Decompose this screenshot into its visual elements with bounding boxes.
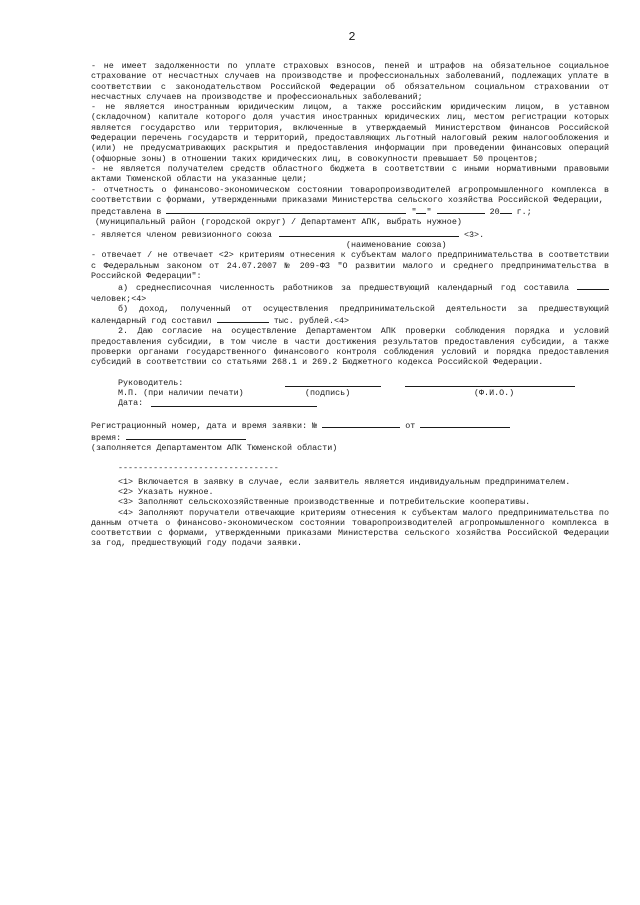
condition-other-budget: - не является получателем средств областного бюджета в соответствии с иными нормативными правовыми актами Тюменской области на указанные цели; — [91, 163, 609, 185]
employees-field[interactable] — [577, 281, 609, 290]
signature-head-row: Руководитель: — [91, 378, 609, 388]
document-page — [91, 30, 609, 549]
date-field[interactable] — [151, 398, 317, 407]
condition-foreign-entity: - не является иностранным юридическим лицом, а также российским юридическим лицом, в уставном (складочном) капитале которого доля участия иностранных юридических лиц, местом регистрации которых является государство или территория, включенные в утверждаемый Министерством финансов Российской Федерации перечень государств и территорий, предоставляющих льготный налоговый режим налогообложения и (или) не предусматривающих раскрытия и предоставления информации при проведении финансовых операций (офшорные зоны) в отношении таких юридических лиц, в совокупности превышает 50 процентов; — [91, 102, 609, 164]
registration-time-line: время: — [91, 431, 609, 443]
union-note: (наименование союза) — [346, 240, 447, 251]
union-line: - является членом ревизионного союза <3>. — [91, 229, 485, 240]
signature-date-row: Дата: — [91, 398, 609, 408]
footnote-1: <1> Включается в заявку в случае, если заявитель является индивидуальным предпринимателем. — [118, 476, 571, 487]
footnotes-separator: -------------------------------- — [118, 463, 279, 474]
registration-note: (заполняется Департаментом АПК Тюменской области) — [91, 443, 338, 454]
month-field[interactable] — [437, 205, 485, 214]
registration-date-field[interactable] — [420, 419, 510, 428]
consent-paragraph: 2. Даю согласие на осуществление Департаментом АПК проверки соблюдения порядка и условий предоставления субсидии, в том числе в части достижения результатов предоставления субсидии, а также проверки органами государственного финансового контроля соблюдения условий и порядка предоставления субсидий в соответствии со статьями 268.1 и 269.2 Бюджетного кодекса Российской Федерации. — [91, 326, 609, 368]
condition-insurance-debt: - не имеет задолженности по уплате страховых взносов, пеней и штрафов на обязательное социальное страхование от несчастных случаев на производстве и профессиональных заболеваний, подлежащих уплате в соответствии с законодательством Российской Федерации об обязательном социальном страховании от несчастных случаев на производстве и профессиональных заболеваний; — [91, 61, 609, 102]
footnote-2: <2> Указать нужное. — [118, 486, 214, 497]
presented-in-line: представлена в " " 20 г.; — [91, 207, 532, 218]
registration-number-field[interactable] — [322, 419, 400, 428]
fio-field[interactable] — [405, 378, 575, 387]
item-b: б) доход, полученный от осуществления предпринимательской деятельности за предшествующий календарный год составил тыс. рублей.<4> — [91, 303, 609, 327]
presented-in-note: (муниципальный район (городской округ) / Департамент АПК, выбрать нужное) — [95, 217, 462, 228]
condition-reporting: - отчетность о финансово-экономическом состоянии товаропроизводителей агропромышленного комплекса в соответствии с формами, утвержденными приказами Министерства сельского хозяйства Российской Федерации, — [91, 184, 609, 205]
signature-labels-row: М.П. (при наличии печати) (подпись) (Ф.И.О.) — [118, 387, 515, 398]
criteria-paragraph: - отвечает / не отвечает <2> критериям отнесения к субъектам малого предпринимательства в соответствии с Федеральным законом от 24.07.2007 № 209-ФЗ "О развитии малого и среднего предпринимательства в Российской Федерации": — [91, 250, 609, 281]
union-name-field[interactable] — [279, 228, 459, 237]
income-field[interactable] — [217, 314, 269, 323]
day-field[interactable] — [416, 205, 426, 214]
signature-field[interactable] — [285, 378, 381, 387]
presented-in-field[interactable] — [166, 205, 406, 214]
page-number: 2 — [348, 30, 356, 44]
item-a: а) среднесписочная численность работников за предшествующий календарный год составила человек;<4> — [91, 281, 609, 304]
registration-line: Регистрационный номер, дата и время заявки: № от — [91, 419, 609, 431]
registration-time-field[interactable] — [126, 431, 246, 440]
footnote-3: <3> Заполняют сельскохозяйственные производственные и потребительские кооперативы. — [118, 497, 531, 508]
footnote-4: <4> Заполняют поручатели отвечающие критериям отнесения к субъектам малого предпринимательства по данным отчета о финансово-экономическом состоянии товаропроизводителей агропромышленного комплекса в соответствии с формами, утвержденными приказами Министерства сельского хозяйства Российской Федерации за год, предшествующий году подачи заявки. — [91, 507, 609, 549]
year-field[interactable] — [500, 205, 512, 214]
